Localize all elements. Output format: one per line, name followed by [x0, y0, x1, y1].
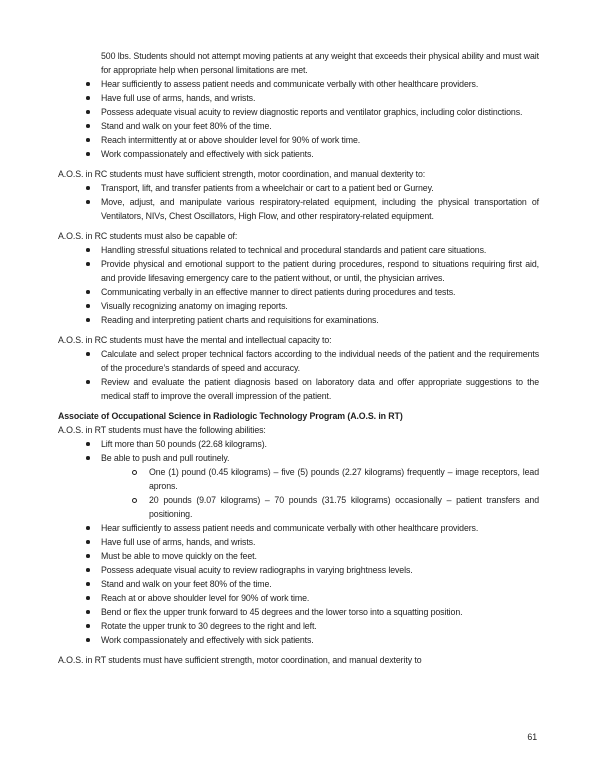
bullet-item: [101, 451, 539, 521]
bullet-item: Reach at or above shoulder level for 90% of work time.: [101, 591, 539, 605]
bullet-item: Lift more than 50 pounds (22.68 kilograms).: [101, 437, 539, 451]
bullet-item: Provide physical and emotional support to the patient during procedures, respond to situations requiring first aid, and provide lifesaving emergency care to the patient without, or until, the physician arrives.: [101, 259, 539, 283]
rc-mental-list: [58, 347, 539, 403]
bullet-item: Move, adjust, and manipulate various respiratory-related equipment, including the physical transportation of Ventilators, NIVs, Chest Oscillators, High Flow, and other respiratory-related equipment.: [101, 197, 539, 221]
bullet-item: Transport, lift, and transfer patients from a wheelchair or cart to a patient bed or Gurney.: [101, 181, 539, 195]
bullet-item: Bend or flex the upper trunk forward to 45 degrees and the lower torso into a squatting position.: [101, 605, 539, 619]
rc-abilities-list: [58, 77, 539, 161]
bullet-item: Must be able to move quickly on the feet.: [101, 549, 539, 563]
bullet-item: Hear sufficiently to assess patient needs and communicate verbally with other healthcare providers.: [101, 77, 539, 91]
page-number: 61: [527, 732, 537, 742]
rc-strength-list: [58, 181, 539, 223]
rt-abilities-list: [58, 437, 539, 647]
rc-strength-intro: A.O.S. in RC students must have sufficient strength, motor coordination, and manual dexterity to:: [58, 169, 426, 179]
bullet-item: Reach intermittently at or above shoulder level for 90% of work time.: [101, 133, 539, 147]
bullet-item: Rotate the upper trunk to 30 degrees to the right and left.: [101, 619, 539, 633]
rc-capabilities-intro: A.O.S. in RC students must also be capable of:: [58, 231, 238, 241]
bullet-item: Possess adequate visual acuity to review radiographs in varying brightness levels.: [101, 563, 539, 577]
sub-bullet-item: 20 pounds (9.07 kilograms) – 70 pounds (31.75 kilograms) occasionally – patient transfers and positioning.: [149, 495, 539, 519]
bullet-item: Stand and walk on your feet 80% of the time.: [101, 119, 539, 133]
rt-section-heading: Associate of Occupational Science in Radiologic Technology Program (A.O.S. in RT): [58, 411, 403, 421]
bullet-item: Stand and walk on your feet 80% of the time.: [101, 577, 539, 591]
bullet-item: Work compassionately and effectively with sick patients.: [101, 633, 539, 647]
bullet-item: Visually recognizing anatomy on imaging reports.: [101, 299, 539, 313]
sub-bullet-item: One (1) pound (0.45 kilograms) – five (5) pounds (2.27 kilograms) frequently – image receptors, lead aprons.: [149, 467, 539, 491]
rt-abilities-intro: A.O.S. in RT students must have the following abilities:: [58, 425, 266, 435]
bullet-item-text: Be able to push and pull routinely.: [101, 453, 230, 463]
bullet-item: Have full use of arms, hands, and wrists.: [101, 91, 539, 105]
rt-strength-intro: A.O.S. in RT students must have sufficient strength, motor coordination, and manual dexterity to: [58, 655, 422, 665]
bullet-item: Review and evaluate the patient diagnosis based on laboratory data and offer appropriate suggestions to the medical staff to improve the overall impression of the patient.: [101, 377, 539, 401]
bullet-item: Communicating verbally in an effective manner to direct patients during procedures and tests.: [101, 285, 539, 299]
carryover-paragraph: 500 lbs. Students should not attempt moving patients at any weight that exceeds their physical ability and must wait for appropriate help when personal limitations are met.: [101, 51, 539, 75]
bullet-item: Possess adequate visual acuity to review diagnostic reports and ventilator graphics, including color distinctions.: [101, 105, 539, 119]
page-content: [58, 49, 539, 667]
bullet-item: Reading and interpreting patient charts and requisitions for examinations.: [101, 313, 539, 327]
rt-push-pull-sublist: [101, 465, 539, 521]
bullet-item: Hear sufficiently to assess patient needs and communicate verbally with other healthcare providers.: [101, 521, 539, 535]
bullet-item: Have full use of arms, hands, and wrists.: [101, 535, 539, 549]
bullet-item: Handling stressful situations related to technical and procedural standards and patient care situations.: [101, 243, 539, 257]
bullet-item: Work compassionately and effectively with sick patients.: [101, 147, 539, 161]
bullet-item: Calculate and select proper technical factors according to the individual needs of the patient and the requirements of the procedure’s standards of speed and accuracy.: [101, 349, 539, 373]
rc-capabilities-list: [58, 243, 539, 327]
rc-mental-intro: A.O.S. in RC students must have the mental and intellectual capacity to:: [58, 335, 332, 345]
